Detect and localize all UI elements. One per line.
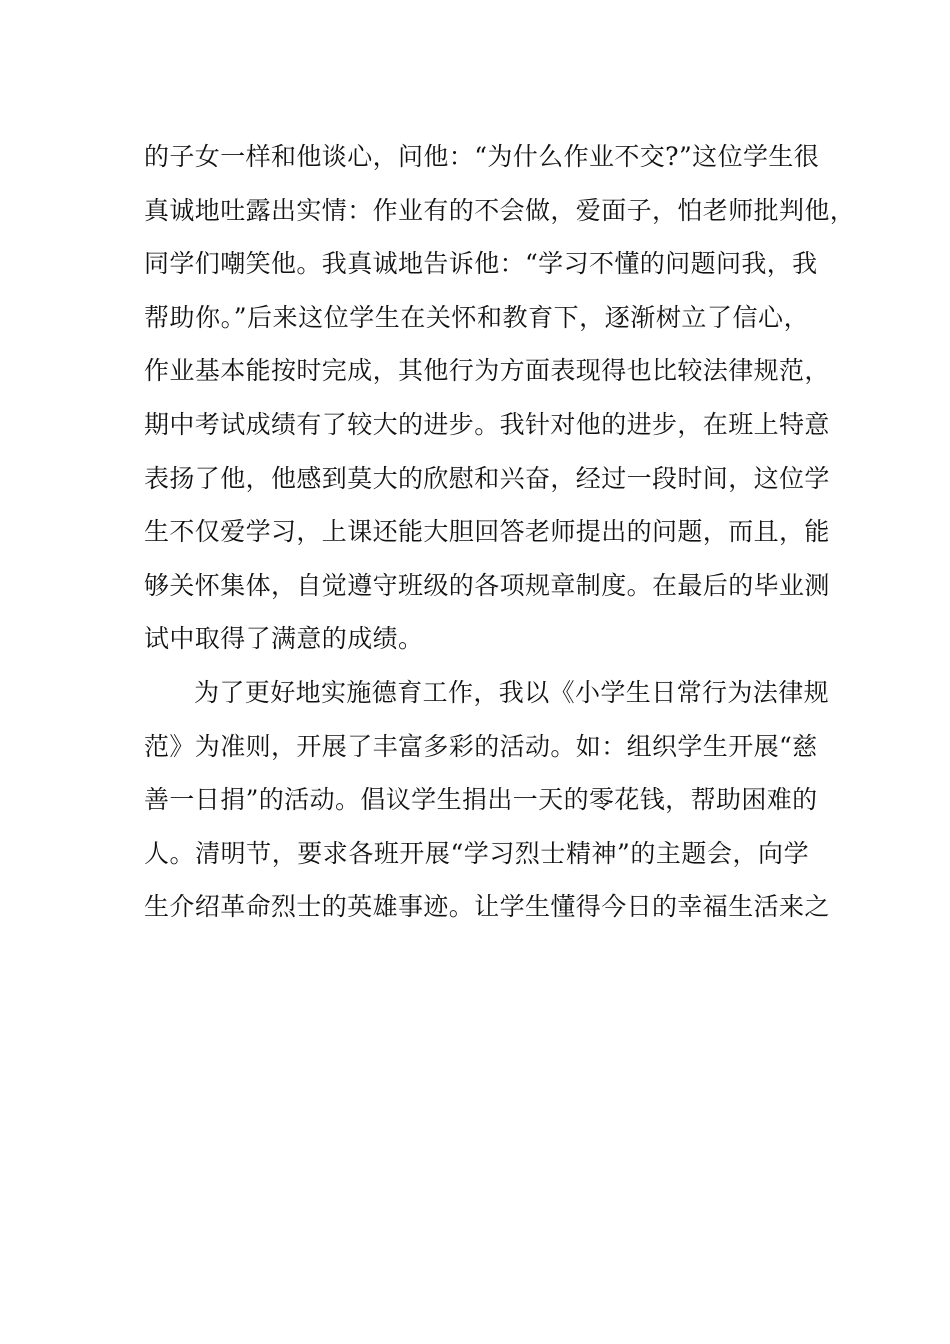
paragraph-1 (144, 130, 856, 666)
text-line: 表扬了他，他感到莫大的欣慰和兴奋，经过一段时间，这位学 (144, 463, 830, 493)
text-line: 人。清明节，要求各班开展“学习烈士精神”的主题会，向学 (144, 838, 809, 868)
text-line: 生不仅爱学习，上课还能大胆回答老师提出的问题，而且，能 (144, 517, 830, 547)
paragraph-2 (144, 666, 830, 934)
text-line: 够关怀集体，自觉遵守班级的各项规章制度。在最后的毕业测 (144, 570, 830, 600)
text-line: 帮助你。”后来这位学生在关怀和教育下，逐渐树立了信心， (144, 302, 809, 332)
text-line: 同学们嘲笑他。我真诚地告诉他：“学习不懂的问题问我，我 (144, 249, 818, 279)
text-line: 真诚地吐露出实情：作业有的不会做，爱面子，怕老师批判他， (144, 195, 856, 225)
text-line: 为了更好地实施德育工作，我以《小学生日常行为法律规 (194, 677, 830, 707)
text-line: 试中取得了满意的成绩。 (144, 624, 424, 654)
text-line: 范》为准则，开展了丰富多彩的活动。如：组织学生开展“慈 (144, 731, 818, 761)
body-text (144, 130, 856, 934)
text-line: 期中考试成绩有了较大的进步。我针对他的进步，在班上特意 (144, 409, 830, 439)
text-line: 善一日捐”的活动。倡议学生捐出一天的零花钱，帮助困难的 (144, 785, 818, 815)
text-line: 作业基本能按时完成，其他行为方面表现得也比较法律规范， (144, 356, 830, 386)
text-line: 生介绍革命烈士的英雄事迹。让学生懂得今日的幸福生活来之 (144, 892, 830, 922)
text-line: 的子女一样和他谈心，问他：“为什么作业不交?”这位学生很 (144, 142, 820, 171)
